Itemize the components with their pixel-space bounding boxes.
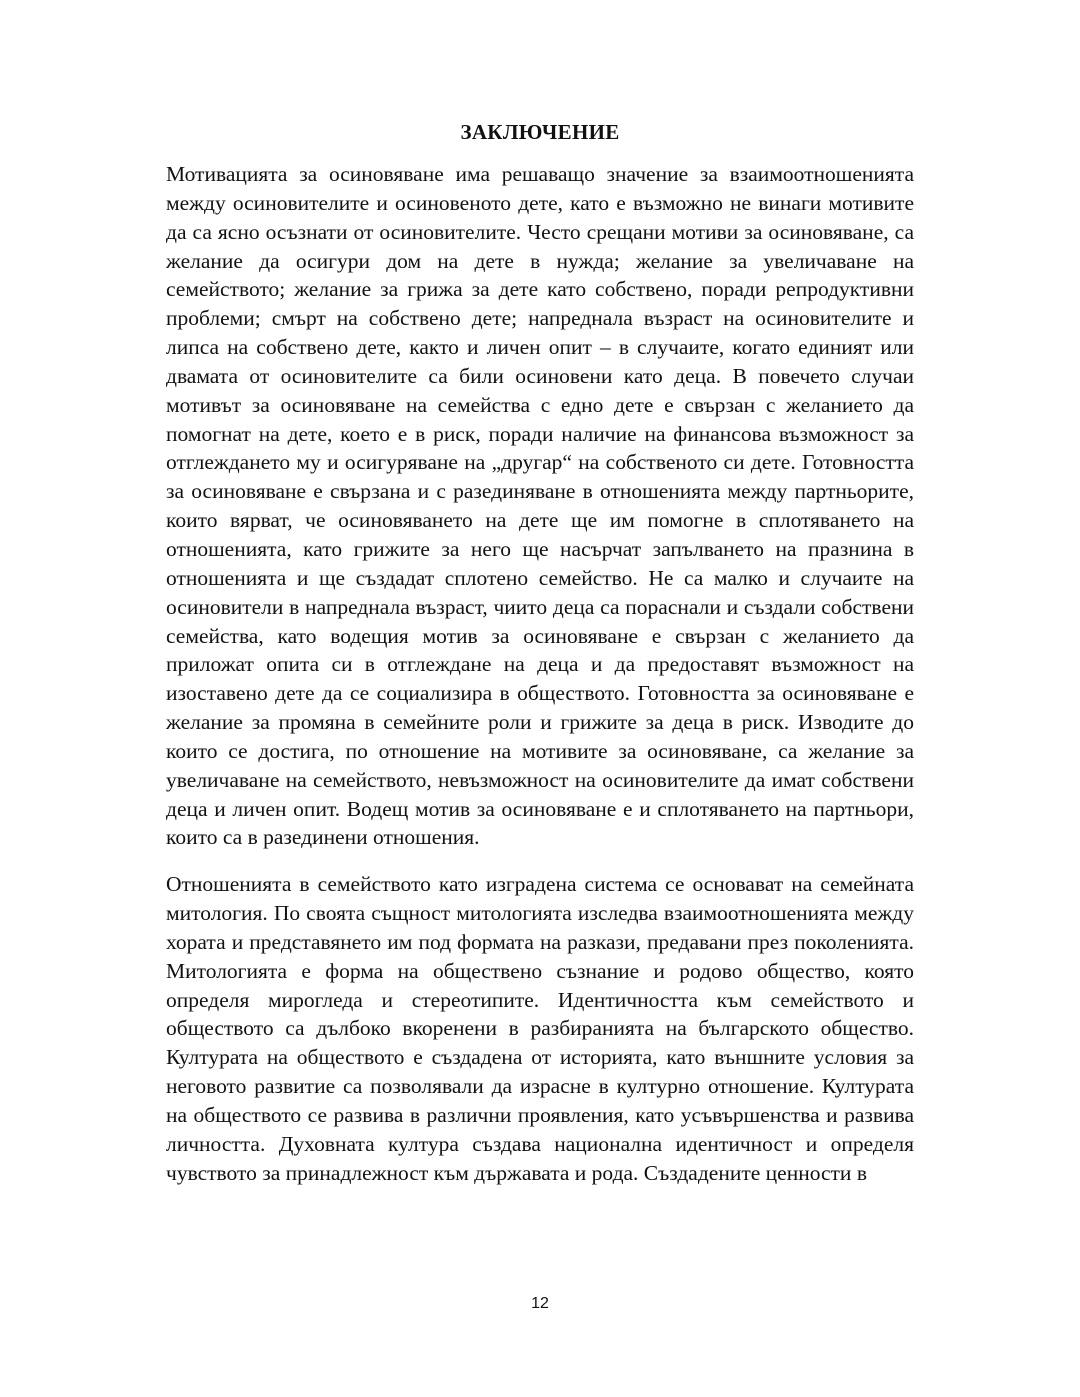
page-title: ЗАКЛЮЧЕНИЕ: [460, 120, 620, 144]
paragraph-2: Отношенията в семейството като изградена система се основават на семейната митология. По своята същност митологията изследва взаимоотношенията между хората и представянето им под формата на разкази, предавани през поколенията. Митологията е форма на обществено съзнание и родово общество, която определя мирогледа и стереотипите. Идентичността към семейството и обществото са дълбоко вкоренени в разбиранията на българското общество. Културата на обществото е създадена от историята, като външните условия за неговото развитие са позволявали да израсне в културно отношение. Културата на обществото се развива в различни проявления, като усъвършенства и развива личността. Духовната култура създава национална идентичност и определя чувството за принадлежност към държавата и рода. Създадените ценности в: [166, 872, 914, 1185]
body-text: [166, 160, 914, 1188]
page-number: 12: [531, 1295, 549, 1312]
paragraph-1: Мотивацията за осиновяване има решаващо значение за взаимоотношенията между осиновителите и осиновеното дете, като е възможно не винаги мотивите да са ясно осъзнати от осиновителите. Често срещани мотиви за осиновяване, са желание да осигури дом на дете в нужда; желание за увеличаване на семейството; желание за грижа за дете като собствено, поради репродуктивни проблеми; смърт на собствено дете; напреднала възраст на осиновителите и липса на собствено дете, както и личен опит – в случаите, когато единият или двамата от осиновителите са били осиновени като деца. В повечето случаи мотивът за осиновяване на семейства с едно дете е свързан с желанието да помогнат на дете, което е в риск, поради наличие на финансова възможност за отглеждането му и осигуряване на „другар“ на собственото си дете. Готовността за осиновяване е свързана и с разединяване в отношенията между партньорите, които вярват, че осиновяването на дете ще им помогне в сплотяването на отношенията, като грижите за него ще насърчат запълването на празнина в отношенията и ще създадат сплотено семейство. Не са малко и случаите на осиновители в напреднала възраст, чиито деца са пораснали и създали собствени семейства, като водещия мотив за осиновяване е свързан с желанието да приложат опита си в отглеждане на деца и да предоставят възможност на изоставено дете да се социализира в обществото. Готовността за осиновяване е желание за промяна в семейните роли и грижите за деца в риск. Изводите до които се достига, по отношение на мотивите за осиновяване, са желание за увеличаване на семейството, невъзможност на осиновителите да имат собствени деца и личен опит. Водещ мотив за осиновяване е и сплотяването на партньори, които са в разединени отношения.: [166, 162, 914, 850]
